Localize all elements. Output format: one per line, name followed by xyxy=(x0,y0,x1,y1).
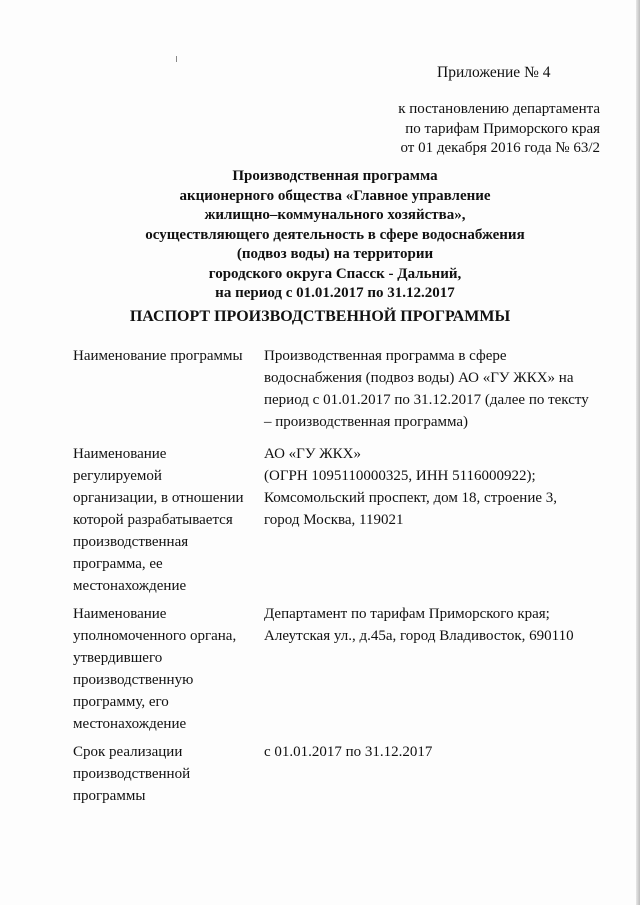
row-label-program-name xyxy=(73,345,258,367)
value-line: (ОГРН 1095110000325, ИНН 5116000922); xyxy=(264,468,536,484)
label-line: Наименование xyxy=(73,606,167,622)
label-line: организации, в отношении xyxy=(73,490,244,506)
value-line: Алеутская ул., д.45а, город Владивосток, 690110 xyxy=(264,628,574,644)
value-line: Производственная программа в сфере xyxy=(264,348,507,364)
value-line: – производственная программа) xyxy=(264,414,469,430)
label-line: программа, ее xyxy=(73,556,163,572)
row-label-regulated-organization xyxy=(73,443,258,597)
label-line: программы xyxy=(73,788,146,804)
passport-heading: ПАСПОРТ ПРОИЗВОДСТВЕННОЙ ПРОГРАММЫ xyxy=(129,308,511,325)
row-value-implementation-period xyxy=(264,741,604,763)
program-title xyxy=(100,167,570,304)
value-line: с 01.01.2017 по 31.12.2017 xyxy=(264,744,433,760)
row-value-regulated-organization xyxy=(264,443,604,531)
program-title-line: (подвоз воды) на территории xyxy=(236,246,434,262)
program-title-line: городского округа Спасск - Дальний, xyxy=(208,265,462,282)
program-title-line: на период с 01.01.2017 по 31.12.2017 xyxy=(215,285,455,301)
label-line: местонахождение xyxy=(73,716,187,732)
label-line: производственная xyxy=(73,534,189,550)
label-line: Наименование программы xyxy=(73,348,243,364)
row-label-implementation-period xyxy=(73,741,258,807)
value-line: Департамент по тарифам Приморского края; xyxy=(264,606,550,622)
label-line: Срок реализации xyxy=(73,744,183,760)
value-line: период с 01.01.2017 по 31.12.2017 (далее по тексту xyxy=(264,392,589,408)
program-title-line: акционерного общества «Главное управление xyxy=(179,187,491,204)
program-title-line: Производственная программа xyxy=(232,168,438,184)
value-line: АО «ГУ ЖКХ» xyxy=(264,446,361,462)
program-title-line: жилищно–коммунального хозяйства», xyxy=(204,207,466,223)
value-line: водоснабжения (подвоз воды) АО «ГУ ЖКХ» на xyxy=(264,370,574,386)
appendix-title: Приложение № 4 xyxy=(437,64,551,81)
appendix-reference xyxy=(370,100,600,159)
label-line: утвердившего xyxy=(73,650,163,666)
label-line: производственную xyxy=(73,672,194,688)
label-line: Наименование xyxy=(73,446,167,462)
value-line: город Москва, 119021 xyxy=(264,512,404,528)
value-line: Комсомольский проспект, дом 18, строение 3, xyxy=(264,490,558,506)
reference-line: по тарифам Приморского края xyxy=(405,120,600,137)
program-title-line: осуществляющего деятельность в сфере водоснабжения xyxy=(145,226,525,243)
reference-line: к постановлению департамента xyxy=(398,101,600,117)
label-line: производственной xyxy=(73,766,191,782)
label-line: регулируемой xyxy=(73,468,162,484)
row-label-authorized-body xyxy=(73,603,258,735)
label-line: которой разрабатывается xyxy=(73,512,233,528)
reference-line: от 01 декабря 2016 года № 63/2 xyxy=(400,140,600,156)
scan-speck xyxy=(176,56,177,62)
row-value-authorized-body xyxy=(264,603,604,647)
label-line: уполномоченного органа, xyxy=(73,628,237,644)
scan-edge-shadow xyxy=(636,0,640,905)
row-value-program-name xyxy=(264,345,604,433)
label-line: программу, его xyxy=(73,694,169,710)
label-line: местонахождение xyxy=(73,578,187,594)
